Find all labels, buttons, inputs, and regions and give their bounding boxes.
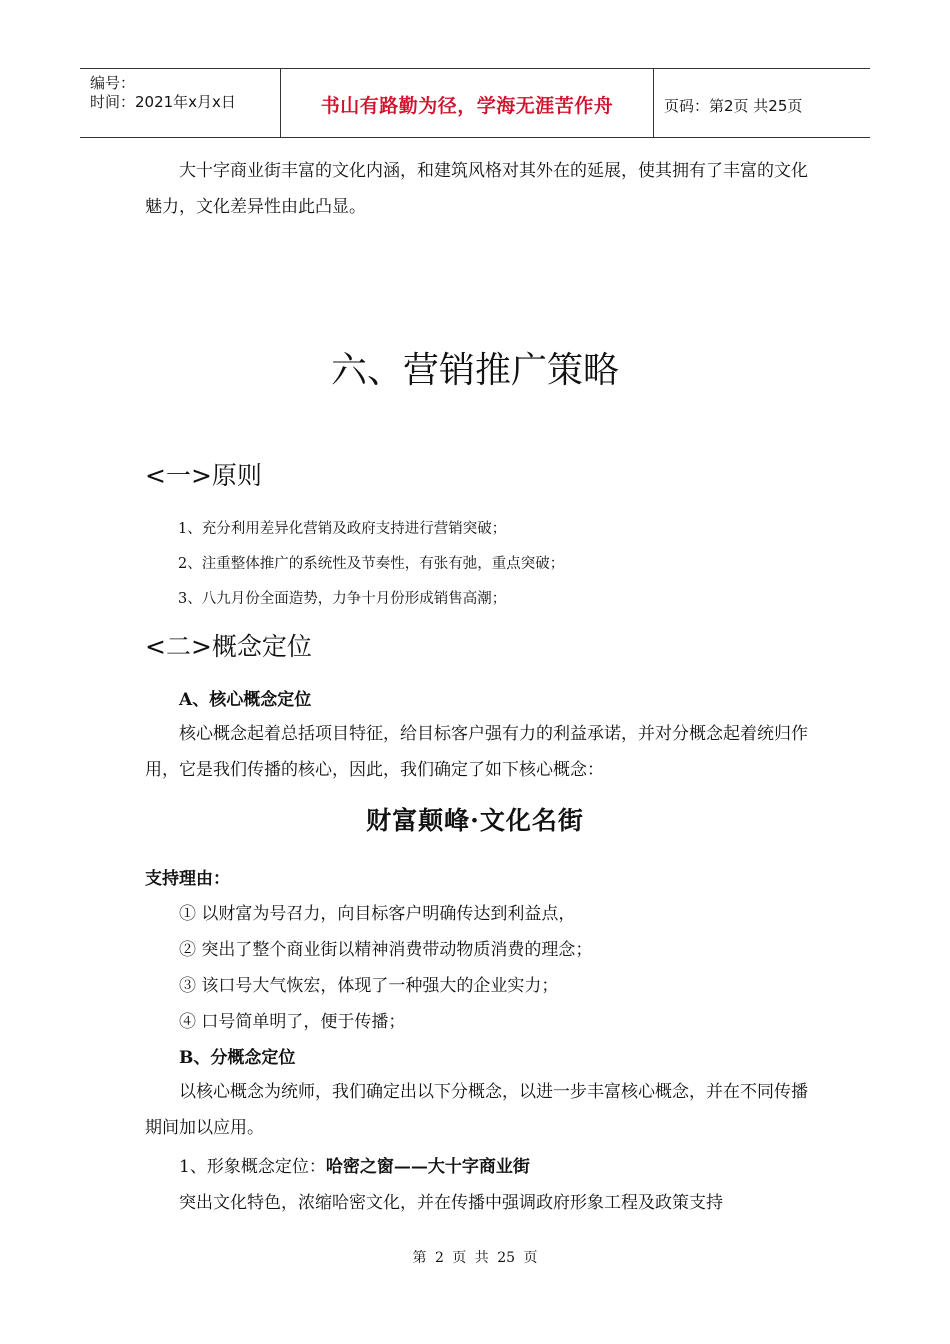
reason-item: ③ 该口号大气恢宏，体现了一种强大的企业实力； — [179, 976, 559, 996]
principle-item: 3、八九月份全面造势，力争十月份形成销售高潮； — [178, 591, 507, 607]
doc-time-label: 时间：2021年x月x日 — [90, 93, 236, 111]
header-motto-cell — [281, 69, 654, 137]
reason-item: ④ 口号简单明了，便于传播； — [179, 1012, 406, 1032]
subsection-title-sub: B、分概念定位 — [179, 1048, 296, 1068]
header-page-cell — [654, 69, 870, 137]
image-concept-desc: 突出文化特色，浓缩哈密文化，并在传播中强调政府形象工程及政策支持 — [179, 1193, 723, 1213]
document-header — [80, 68, 870, 138]
page-footer: 第 2 页 共 25 页 — [412, 1250, 538, 1266]
header-page-label: 页码：第2页 共25页 — [664, 97, 803, 115]
image-concept-line — [179, 1152, 530, 1177]
reason-item: ② 突出了整个商业街以精神消费带动物质消费的理念； — [179, 940, 593, 960]
header-motto: 书山有路勤为径，学海无涯苦作舟 — [320, 95, 614, 117]
core-slogan: 财富颠峰·文化名街 — [366, 806, 584, 835]
intro-paragraph: 大十字商业街丰富的文化内涵，和建筑风格对其外在的延展，使其拥有了丰富的文化魅力，文化差异性由此凸显。 — [145, 161, 808, 217]
section-title-concept: <二>概念定位 — [145, 632, 312, 661]
doc-id-label: 编号： — [90, 74, 136, 92]
section-title-principles: <一>原则 — [145, 461, 262, 490]
principle-item: 1、充分利用差异化营销及政府支持进行营销突破； — [178, 521, 507, 537]
principle-item: 2、注重整体推广的系统性及节奏性，有张有弛，重点突破； — [178, 556, 565, 572]
sub-concept-paragraph: 以核心概念为统师，我们确定出以下分概念，以进一步丰富核心概念，并在不同传播期间加以应用。 — [145, 1082, 808, 1138]
reasons-title: 支持理由： — [145, 869, 230, 889]
subsection-title-core: A、核心概念定位 — [179, 690, 312, 710]
image-concept-value: 哈密之窗——大十字商业街 — [325, 1157, 530, 1177]
core-concept-paragraph: 核心概念起着总括项目特征，给目标客户强有力的利益承诺，并对分概念起着统归作用，它是我们传播的核心，因此，我们确定了如下核心概念： — [145, 724, 808, 780]
reason-item: ① 以财富为号召力，向目标客户明确传达到利益点， — [179, 904, 576, 924]
header-info-cell — [80, 69, 281, 137]
chapter-title: 六、营销推广策略 — [330, 350, 619, 391]
image-concept-prefix: 1、形象概念定位： — [179, 1157, 326, 1177]
